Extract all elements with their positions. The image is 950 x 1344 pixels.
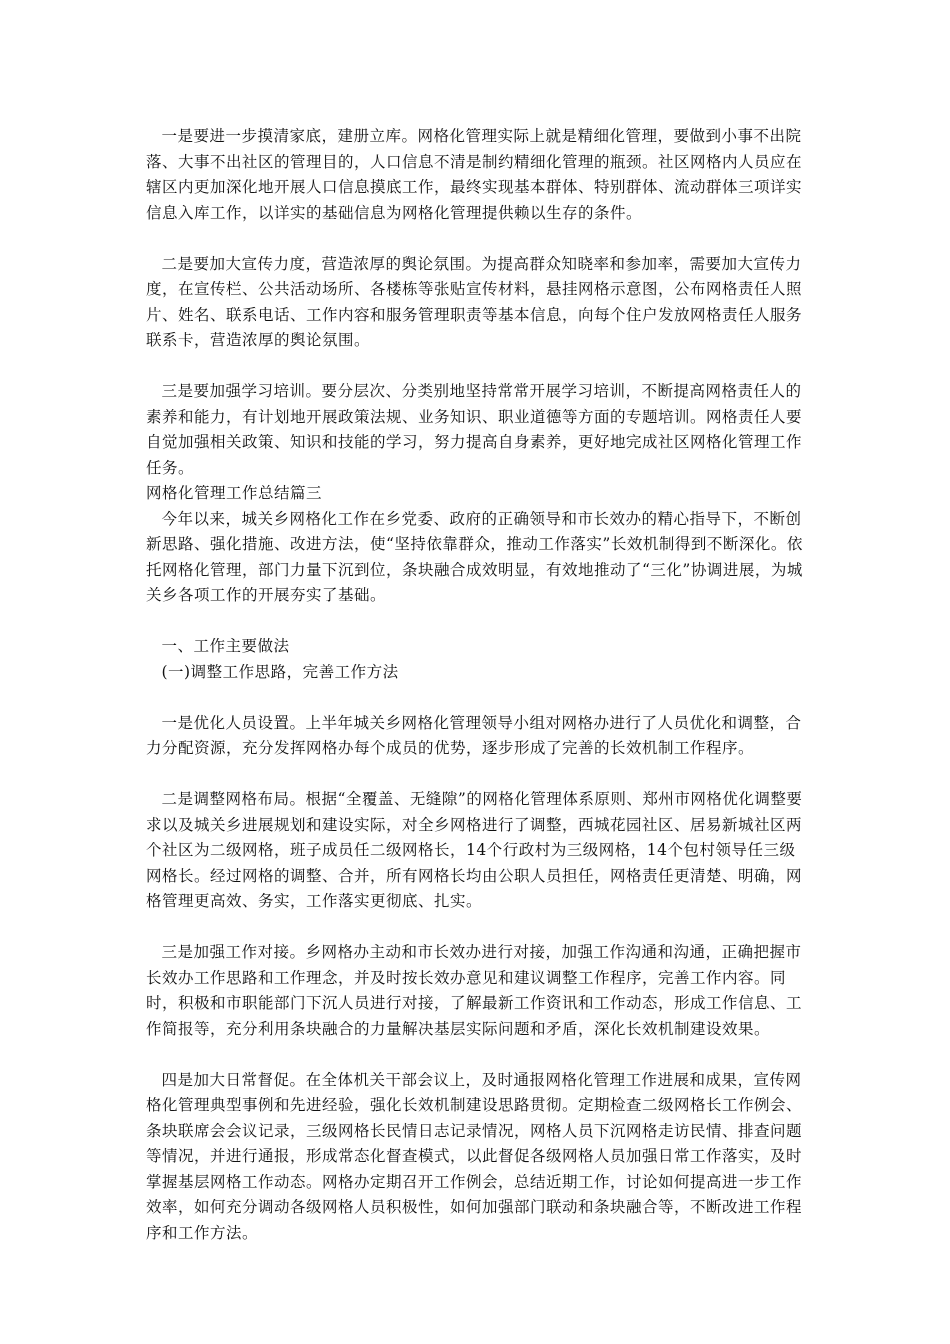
document-page xyxy=(146,124,806,1246)
paragraph-1: 一是要进一步摸清家底，建册立库。网格化管理实际上就是精细化管理，要做到小事不出院落、大事不出社区的管理目的，人口信息不清是制约精细化管理的瓶颈。社区网格内人员应在辖区内更加深化地开展人口信息摸底工作，最终实现基本群体、特别群体、流动群体三项详实信息入库工作，以详实的基础信息为网格化管理提供赖以生存的条件。 xyxy=(146,127,803,222)
paragraph-3: 三是要加强学习培训。要分层次、分类别地坚持常常开展学习培训，不断提高网格责任人的素养和能力，有计划地开展政策法规、业务知识、职业道德等方面的专题培训。网格责任人要自觉加强相关政策、知识和技能的学习，努力提高自身素养，更好地完成社区网格化管理工作任务。 xyxy=(146,382,803,477)
paragraph-gap xyxy=(146,762,806,788)
paragraph-gap xyxy=(146,685,806,711)
heading-level-2: (一)调整工作思路，完善工作方法 xyxy=(161,662,399,681)
body-paragraph-3: 三是加强工作对接。乡网格办主动和市长效办进行对接，加强工作沟通和沟通，正确把握市长效办工作思路和工作理念，并及时按长效办意见和建议调整工作程序，完善工作内容。同时，积极和市职能部门下沉人员进行对接，了解最新工作资讯和工作动态，形成工作信息、工作简报等，充分利用条块融合的力量解决基层实际问题和矛盾，深化长效机制建设效果。 xyxy=(146,943,803,1038)
body-paragraph-4: 四是加大日常督促。在全体机关干部会议上，及时通报网格化管理工作进展和成果，宣传网格化管理典型事例和先进经验，强化长效机制建设思路贯彻。定期检查二级网格长工作例会、条块联席会会议记录，三级网格长民情日志记录情况，网格人员下沉网格走访民情、排查问题等情况，并进行通报，形成常态化督查模式，以此督促各级网格人员加强日常工作落实，及时掌握基层网格工作动态。网格办定期召开工作例会，总结近期工作，讨论如何提高进一步工作效率，如何充分调动各级网格人员积极性，如何加强部门联动和条块融合等，不断改进工作程序和工作方法。 xyxy=(146,1070,803,1242)
intro-paragraph: 今年以来，城关乡网格化工作在乡党委、政府的正确领导和市长效办的精心指导下，不断创新思路、强化措施、改进方法，使“坚持依靠群众，推动工作落实”长效机制得到不断深化。依托网格化管理，部门力量下沉到位，条块融合成效明显，有效地推动了“三化”协调进展，为城关乡各项工作的开展夯实了基础。 xyxy=(146,509,803,604)
section-title: 网格化管理工作总结篇三 xyxy=(146,484,323,502)
paragraph-gap xyxy=(146,609,806,635)
paragraph-gap xyxy=(146,226,806,252)
paragraph-gap xyxy=(146,354,806,380)
paragraph-gap xyxy=(146,915,806,941)
body-paragraph-2: 二是调整网格布局。根据“全覆盖、无缝隙”的网格化管理体系原则、郑州市网格优化调整要求以及城关乡进展规划和建设实际，对全乡网格进行了调整，西城花园社区、居易新城社区两个社区为二级网格，班子成员任二级网格长，14个行政村为三级网格，14个包村领导任三级网格长。经过网格的调整、合并，所有网格长均由公职人员担任，网格责任更清楚、明确，网格管理更高效、务实，工作落实更彻底、扎实。 xyxy=(146,790,803,910)
paragraph-gap xyxy=(146,1042,806,1068)
body-paragraph-1: 一是优化人员设置。上半年城关乡网格化管理领导小组对网格办进行了人员优化和调整，合力分配资源，充分发挥网格办每个成员的优势，逐步形成了完善的长效机制工作程序。 xyxy=(146,713,802,757)
paragraph-2: 二是要加大宣传力度，营造浓厚的舆论氛围。为提高群众知晓率和参加率，需要加大宣传力度，在宣传栏、公共活动场所、各楼栋等张贴宣传材料，悬挂网格示意图，公布网格责任人照片、姓名、联系电话、工作内容和服务管理职责等基本信息，向每个住户发放网格责任人服务联系卡，营造浓厚的舆论氛围。 xyxy=(146,254,803,349)
heading-level-1: 一、工作主要做法 xyxy=(161,637,290,655)
